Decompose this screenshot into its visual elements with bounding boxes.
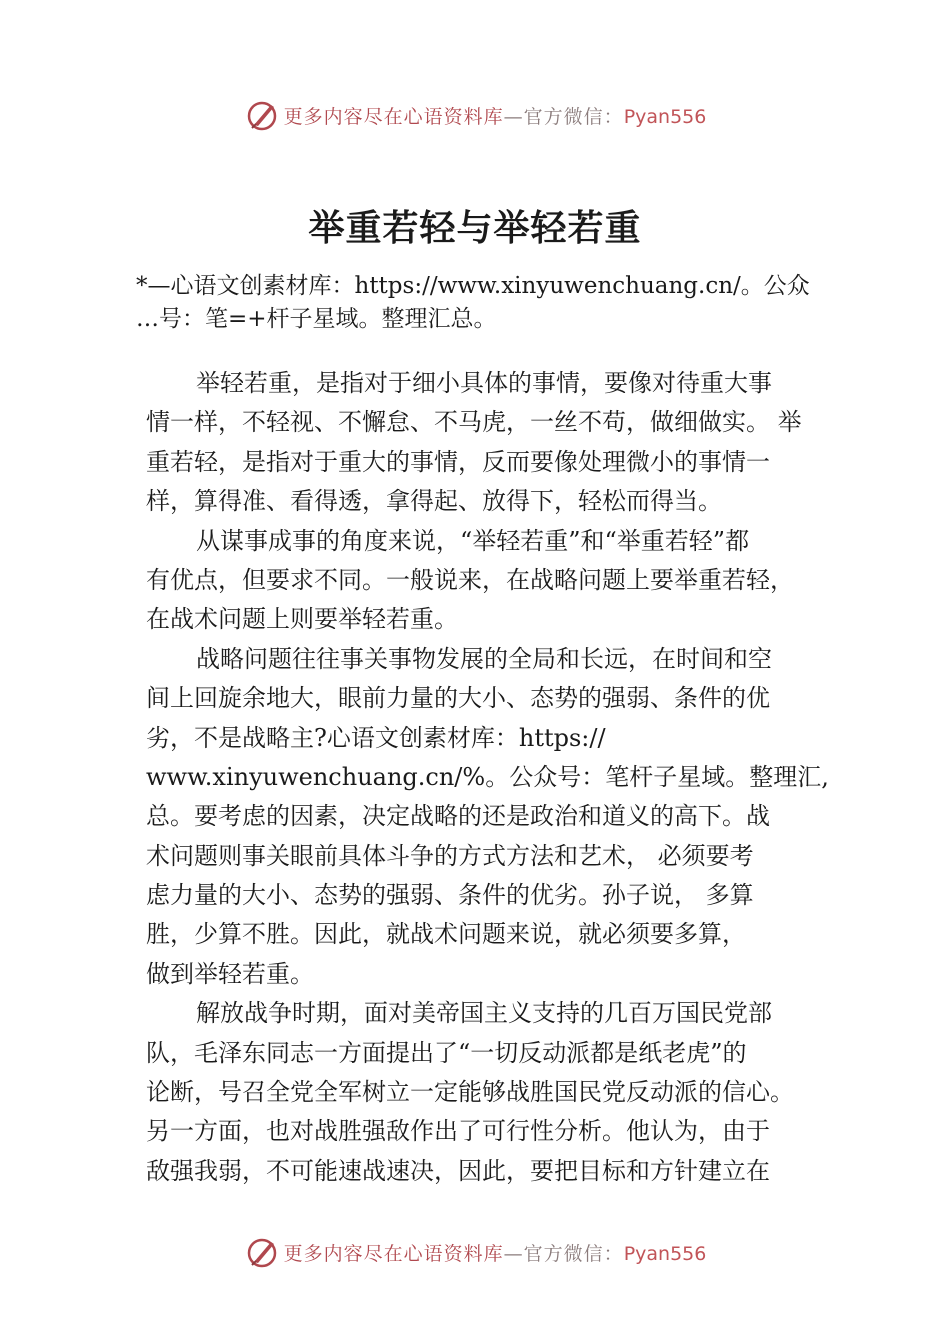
footer-banner — [0, 1232, 950, 1272]
body-line: 胜，少算不胜。因此，就战术问题来说，就必须要多算， — [146, 920, 746, 949]
body-line: 在战术问题上则要举轻若重。 — [146, 605, 458, 634]
source-notice — [136, 270, 856, 336]
header-banner — [0, 95, 950, 135]
body-line: 有优点，但要求不同。一般说来，在战略问题上要举重若轻， — [146, 565, 794, 594]
body-line: 队，毛泽东同志一方面提出了“一切反动派都是纸老虎”的 — [146, 1038, 747, 1067]
body-line: 论断，号召全党全军树立一定能够战胜国民党反动派的信心。 — [146, 1078, 794, 1107]
body-line: 情一样，不轻视、不懈怠、不马虎，一丝不苟，做细做实。 举 — [146, 408, 802, 437]
body-line: 解放战争时期，面对美帝国主义支持的几百万国民党部 — [196, 999, 772, 1028]
body-line: 另一方面，也对战胜强敌作出了可行性分析。他认为，由于 — [146, 1117, 770, 1146]
body-line: 敌强我弱，不可能速战速决，因此，要把目标和方针建立在 — [146, 1156, 770, 1185]
page-title: 举重若轻与举轻若重 — [308, 207, 642, 249]
body-line: 虑力量的大小、态势的强弱、条件的优劣。孙子说， 多算 — [146, 881, 754, 910]
banner-text: 更多内容尽在心语资料库—官方微信：Pyan556 — [283, 105, 707, 128]
article-body — [146, 364, 829, 1191]
banner-text: 更多内容尽在心语资料库—官方微信：Pyan556 — [283, 1242, 707, 1265]
notice-line: *—心语文创素材库：https://www.xinyuwenchuang.cn/。公众 — [136, 273, 810, 299]
body-line: 间上回旋余地大，眼前力量的大小、态势的强弱、条件的优 — [146, 684, 770, 713]
body-line: 战略问题往往事关事物发展的全局和长远，在时间和空 — [196, 644, 772, 673]
quill-logo-icon — [244, 1234, 280, 1270]
body-line: 劣，不是战略主?心语文创素材库：https:// — [146, 723, 606, 752]
body-line: 从谋事成事的角度来说，“举轻若重”和“举重若轻”都 — [196, 526, 750, 555]
body-line: 举轻若重，是指对于细小具体的事情，要像对待重大事 — [196, 369, 772, 397]
body-line: 术问题则事关眼前具体斗争的方式方法和艺术， 必须要考 — [146, 841, 754, 870]
notice-line: …号：笔=+杆子星域。整理汇总。 — [136, 306, 497, 332]
body-line: 总。要考虑的因素，决定战略的还是政治和道义的高下。战 — [146, 802, 770, 831]
body-line: 样，算得准、看得透，拿得起、放得下，轻松而得当。 — [146, 487, 722, 516]
body-line: 做到举轻若重。 — [146, 959, 314, 988]
quill-logo-icon — [244, 97, 280, 133]
body-line: www.xinyuwenchuang.cn/%。公众号：笔杆子星域。整理汇, — [146, 762, 829, 791]
body-line: 重若轻，是指对于重大的事情，反而要像处理微小的事情一 — [146, 447, 770, 476]
